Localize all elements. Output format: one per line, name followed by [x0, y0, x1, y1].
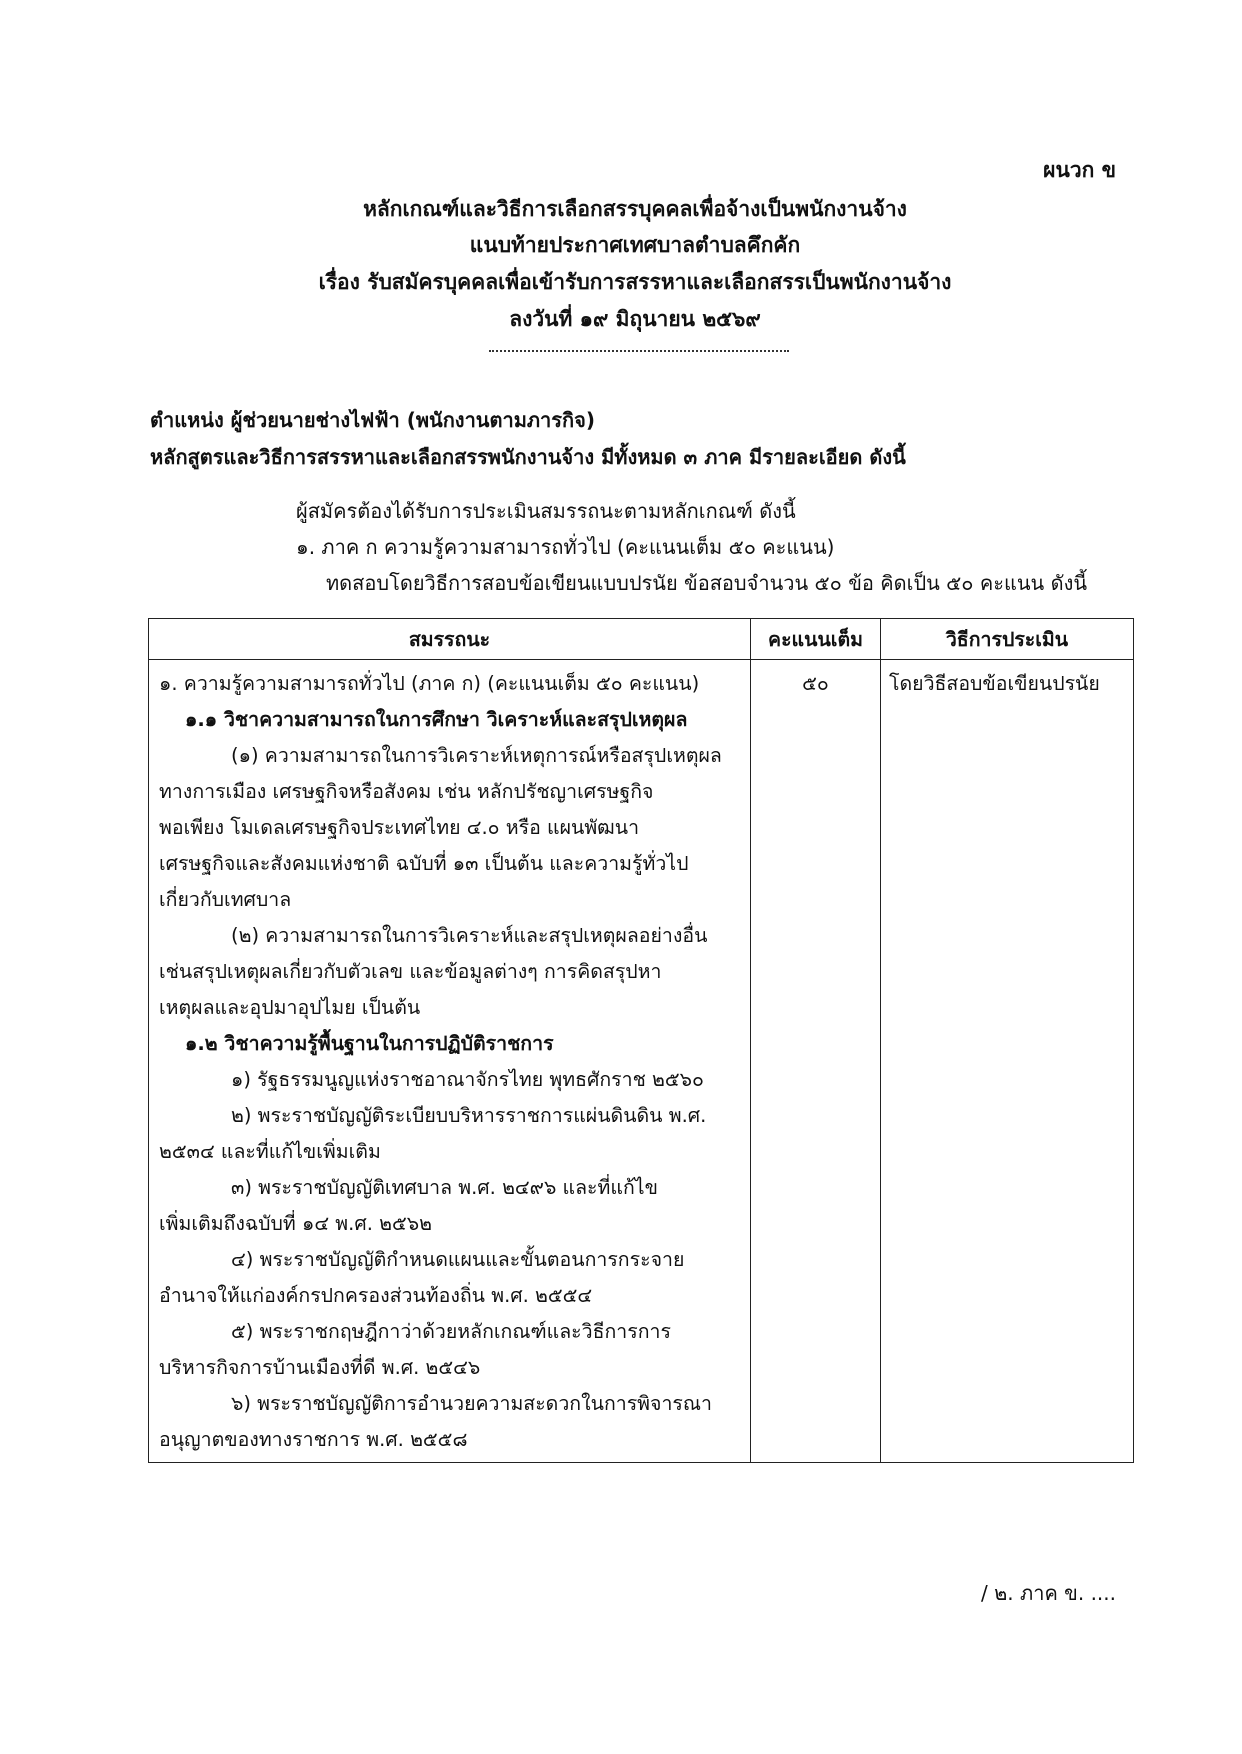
header-competency: สมรรถนะ [149, 619, 751, 660]
competency-line: (๑) ความสามารถในการวิเคราะห์เหตุการณ์หรือสรุปเหตุผล [231, 744, 722, 767]
intro-line-3: ทดสอบโดยวิธีการสอบข้อเขียนแบบปรนัย ข้อสอบจำนวน ๕๐ ข้อ คิดเป็น ๕๐ คะแนน ดังนี้ [326, 571, 1088, 595]
appendix-label: ผนวก ข [1043, 158, 1116, 182]
full-score-value: ๕๐ [802, 672, 829, 695]
competency-line: อำนาจให้แก่องค์กรปกครองส่วนท้องถิ่น พ.ศ. ๒๕๕๔ [159, 1284, 593, 1307]
method-value: โดยวิธีสอบข้อเขียนปรนัย [889, 672, 1100, 695]
competency-line: เหตุผลและอุปมาอุปไมย เป็นต้น [159, 996, 421, 1019]
competency-line: ๒๕๓๔ และที่แก้ไขเพิ่มเติม [159, 1140, 381, 1163]
competency-line: พอเพียง โมเดลเศรษฐกิจประเทศไทย ๔.๐ หรือ แผนพัฒนา [159, 816, 640, 839]
intro-line-2: ๑. ภาค ก ความรู้ความสามารถทั่วไป (คะแนนเต็ม ๕๐ คะแนน) [296, 535, 835, 559]
competency-line: ๖) พระราชบัญญัติการอำนวยความสะดวกในการพิจารณา [231, 1392, 712, 1415]
competency-line: ๔) พระราชบัญญัติกำหนดแผนและขั้นตอนการกระจาย [231, 1248, 685, 1271]
title-line-1: หลักเกณฑ์และวิธีการเลือกสรรบุคคลเพื่อจ้างเป็นพนักงานจ้าง [363, 197, 907, 221]
competency-cell [149, 660, 751, 1463]
competency-line: ๒) พระราชบัญญัติระเบียบบริหารราชการแผ่นดินดิน พ.ศ. [231, 1104, 707, 1127]
continuation-note: / ๒. ภาค ข. .... [981, 1581, 1116, 1605]
competency-table [148, 618, 1134, 1463]
full-score-cell [751, 660, 881, 1463]
competency-line: ๑. ความรู้ความสามารถทั่วไป (ภาค ก) (คะแนนเต็ม ๕๐ คะแนน) [159, 672, 700, 695]
competency-line: บริหารกิจการบ้านเมืองที่ดี พ.ศ. ๒๕๔๖ [159, 1356, 481, 1379]
competency-line: ๑) รัฐธรรมนูญแห่งราชอาณาจักรไทย พุทธศักราช ๒๕๖๐ [231, 1068, 704, 1091]
title-line-4: ลงวันที่ ๑๙ มิถุนายน ๒๕๖๙ [509, 307, 761, 331]
position-heading: ตำแหน่ง ผู้ช่วยนายช่างไฟฟ้า (พนักงานตามภารกิจ) [150, 408, 595, 432]
title-line-2: แนบท้ายประกาศเทศบาลตำบลคึกคัก [469, 233, 801, 257]
competency-line: ๕) พระราชกฤษฎีกาว่าด้วยหลักเกณฑ์และวิธีการการ [231, 1320, 671, 1343]
competency-line: ๑.๒ วิชาความรู้พื้นฐานในการปฏิบัติราชการ [185, 1032, 554, 1055]
dotted-divider [489, 350, 789, 352]
competency-line: ๑.๑ วิชาความสามารถในการศึกษา วิเคราะห์และสรุปเหตุผล [185, 708, 688, 731]
competency-line: ทางการเมือง เศรษฐกิจหรือสังคม เช่น หลักปรัชญาเศรษฐกิจ [159, 780, 654, 803]
competency-line: เศรษฐกิจและสังคมแห่งชาติ ฉบับที่ ๑๓ เป็นต้น และความรู้ทั่วไป [159, 852, 689, 875]
header-full-score: คะแนนเต็ม [751, 619, 881, 660]
intro-line-1: ผู้สมัครต้องได้รับการประเมินสมรรถนะตามหลักเกณฑ์ ดังนี้ [296, 499, 796, 523]
competency-line: เพิ่มเติมถึงฉบับที่ ๑๔ พ.ศ. ๒๕๖๒ [159, 1212, 432, 1235]
course-heading: หลักสูตรและวิธีการสรรหาและเลือกสรรพนักงานจ้าง มีทั้งหมด ๓ ภาค มีรายละเอียด ดังนี้ [150, 445, 906, 469]
competency-line: เช่นสรุปเหตุผลเกี่ยวกับตัวเลข และข้อมูลต่างๆ การคิดสรุปหา [159, 960, 662, 983]
title-line-3: เรื่อง รับสมัครบุคคลเพื่อเข้ารับการสรรหาและเลือกสรรเป็นพนักงานจ้าง [318, 270, 952, 294]
competency-line: ๓) พระราชบัญญัติเทศบาล พ.ศ. ๒๔๙๖ และที่แก้ไข [231, 1176, 658, 1199]
competency-line: อนุญาตของทางราชการ พ.ศ. ๒๕๕๘ [159, 1428, 468, 1451]
table-row [149, 660, 1134, 1463]
competency-line: เกี่ยวกับเทศบาล [159, 888, 292, 911]
method-cell [881, 660, 1134, 1463]
competency-line: (๒) ความสามารถในการวิเคราะห์และสรุปเหตุผลอย่างอื่น [231, 924, 708, 947]
header-method: วิธีการประเมิน [881, 619, 1134, 660]
table-header-row [149, 619, 1134, 660]
